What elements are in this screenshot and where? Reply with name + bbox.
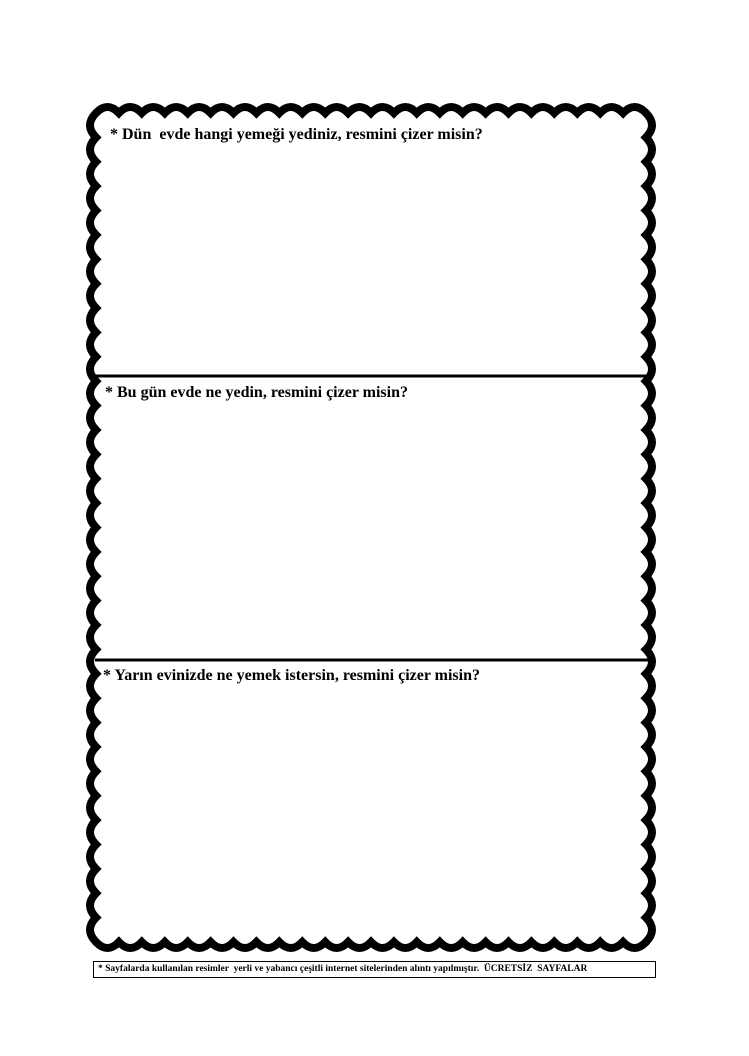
question-1-prompt: * Dün evde hangi yemeği yediniz, resmini çizer misin? bbox=[110, 126, 483, 143]
scallop-top-edge bbox=[96, 107, 646, 113]
scalloped-border bbox=[90, 107, 652, 948]
scallop-bottom-edge bbox=[96, 942, 646, 948]
scallop-left-edge bbox=[90, 113, 96, 942]
scallop-right-edge bbox=[646, 113, 652, 942]
source-disclaimer-footer: * Sayfalarda kullanılan resimler yerli ve yabancı çeşitli internet sitelerinden alıntı yapılmıştır. ÜCRETSİZ SAYFALAR bbox=[93, 961, 656, 978]
question-3-prompt: * Yarın evinizde ne yemek istersin, resmini çizer misin? bbox=[103, 667, 480, 684]
question-2-prompt: * Bu gün evde ne yedin, resmini çizer misin? bbox=[105, 384, 408, 401]
